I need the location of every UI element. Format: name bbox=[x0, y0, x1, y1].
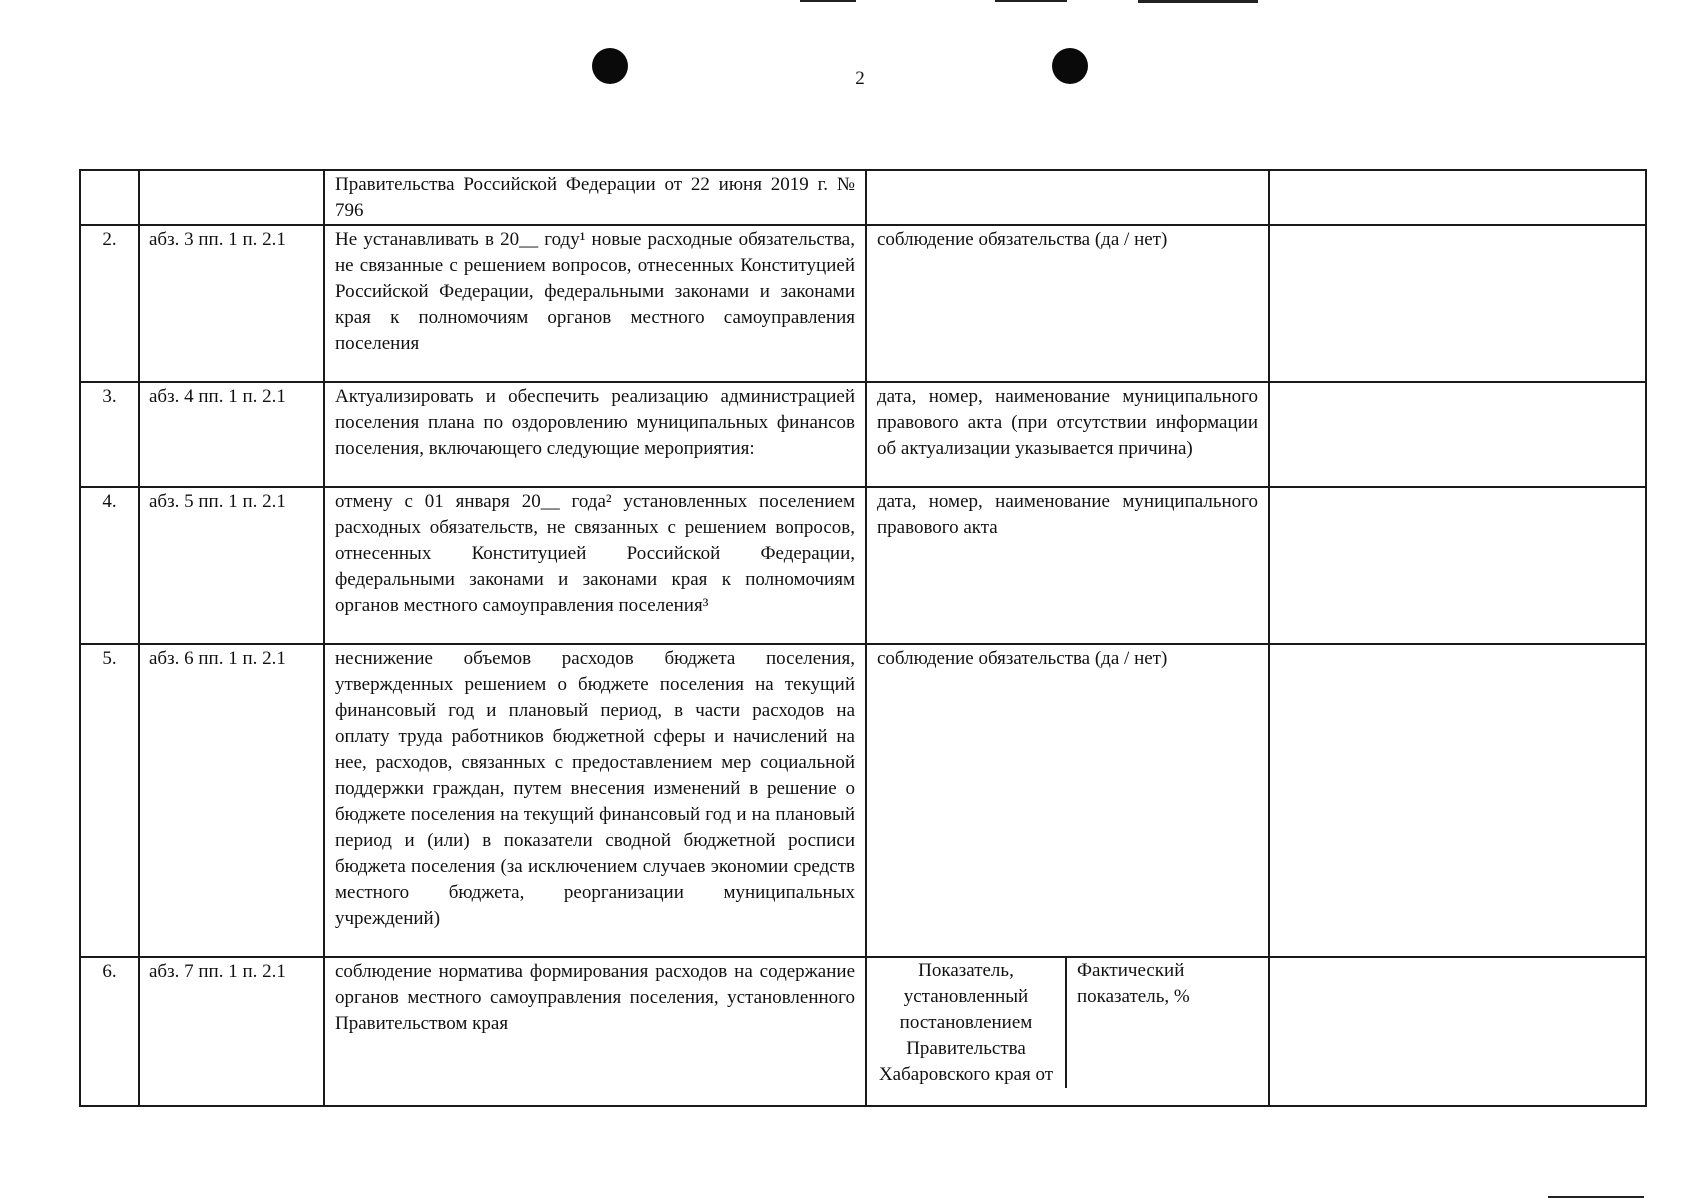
table-row bbox=[80, 487, 1646, 644]
row-value-cell bbox=[1269, 644, 1646, 957]
row-indicator: дата, номер, наименование муниципального правового акта (при отсутствии информации об актуализации указывается причина) bbox=[866, 382, 1269, 487]
row-value-cell bbox=[1269, 225, 1646, 382]
row-requirement: неснижение объемов расходов бюджета поселения, утвержденных решением о бюджете поселения на текущий финансовый год и плановый период, в части расходов на оплату труда работников бюджетной сферы и начислений на нее, расходов, связанных с предоставлением мер социальной поддержки граждан, путем внесения изменений в решение о бюджете поселения на текущий финансовый год и на плановый период и (или) в показатели сводной бюджетной росписи бюджета поселения (за исключением случаев экономии средств местного бюджета, реорганизации муниципальных учреждений) bbox=[324, 644, 866, 957]
row-indicator: соблюдение обязательства (да / нет) bbox=[866, 225, 1269, 382]
punch-hole-left bbox=[592, 48, 628, 84]
scan-mark bbox=[800, 0, 856, 2]
row-value-cell bbox=[1269, 957, 1646, 1106]
row-number: 4. bbox=[80, 487, 139, 644]
row-requirement: Актуализировать и обеспечить реализацию администрацией поселения плана по оздоровлению муниципальных финансов поселения, включающего следующие мероприятия: bbox=[324, 382, 866, 487]
row-value-cell bbox=[1269, 487, 1646, 644]
row-number bbox=[80, 170, 139, 225]
row-number: 6. bbox=[80, 957, 139, 1106]
row-reference bbox=[139, 170, 324, 225]
row-reference: абз. 5 пп. 1 п. 2.1 bbox=[139, 487, 324, 644]
row-requirement: соблюдение норматива формирования расходов на содержание органов местного самоуправления поселения, установленного Правительством края bbox=[324, 957, 866, 1106]
row-indicator: дата, номер, наименование муниципального правового акта bbox=[866, 487, 1269, 644]
indicator-established: Показатель, установленный постановлением Правительства Хабаровского края от bbox=[867, 958, 1067, 1088]
scan-mark bbox=[995, 0, 1067, 2]
row-indicator bbox=[866, 957, 1269, 1106]
row-requirement: Не устанавливать в 20__ году¹ новые расходные обязательства, не связанные с решением вопросов, отнесенных Конституцией Российской Федерации, федеральными законами и законами края к полномочиям органов местного самоуправления поселения bbox=[324, 225, 866, 382]
row-value-cell bbox=[1269, 382, 1646, 487]
scan-mark bbox=[1138, 0, 1258, 3]
row-requirement: отмену с 01 января 20__ года² установленных поселением расходных обязательств, не связанных с решением вопросов, отнесенных Конституцией Российской Федерации, федеральными законами и законами края к полномочиям органов местного самоуправления поселения³ bbox=[324, 487, 866, 644]
indicator-actual: Фактический показатель, % bbox=[1077, 960, 1190, 1007]
row-number: 3. bbox=[80, 382, 139, 487]
table-row bbox=[80, 957, 1646, 1106]
table-row bbox=[80, 382, 1646, 487]
row-value-cell bbox=[1269, 170, 1646, 225]
scan-mark bbox=[1548, 1196, 1644, 1198]
row-indicator bbox=[866, 170, 1269, 225]
row-reference: абз. 3 пп. 1 п. 2.1 bbox=[139, 225, 324, 382]
row-number: 2. bbox=[80, 225, 139, 382]
table-row bbox=[80, 170, 1646, 225]
table-row bbox=[80, 225, 1646, 382]
row-requirement: Правительства Российской Федерации от 22 июня 2019 г. № 796 bbox=[324, 170, 866, 225]
table-row bbox=[80, 644, 1646, 957]
punch-hole-right bbox=[1052, 48, 1088, 84]
row-indicator: соблюдение обязательства (да / нет) bbox=[866, 644, 1269, 957]
row-reference: абз. 7 пп. 1 п. 2.1 bbox=[139, 957, 324, 1106]
row-reference: абз. 6 пп. 1 п. 2.1 bbox=[139, 644, 324, 957]
row-reference: абз. 4 пп. 1 п. 2.1 bbox=[139, 382, 324, 487]
requirements-table bbox=[79, 169, 1647, 1107]
row-number: 5. bbox=[80, 644, 139, 957]
page-number: 2 bbox=[855, 68, 865, 89]
